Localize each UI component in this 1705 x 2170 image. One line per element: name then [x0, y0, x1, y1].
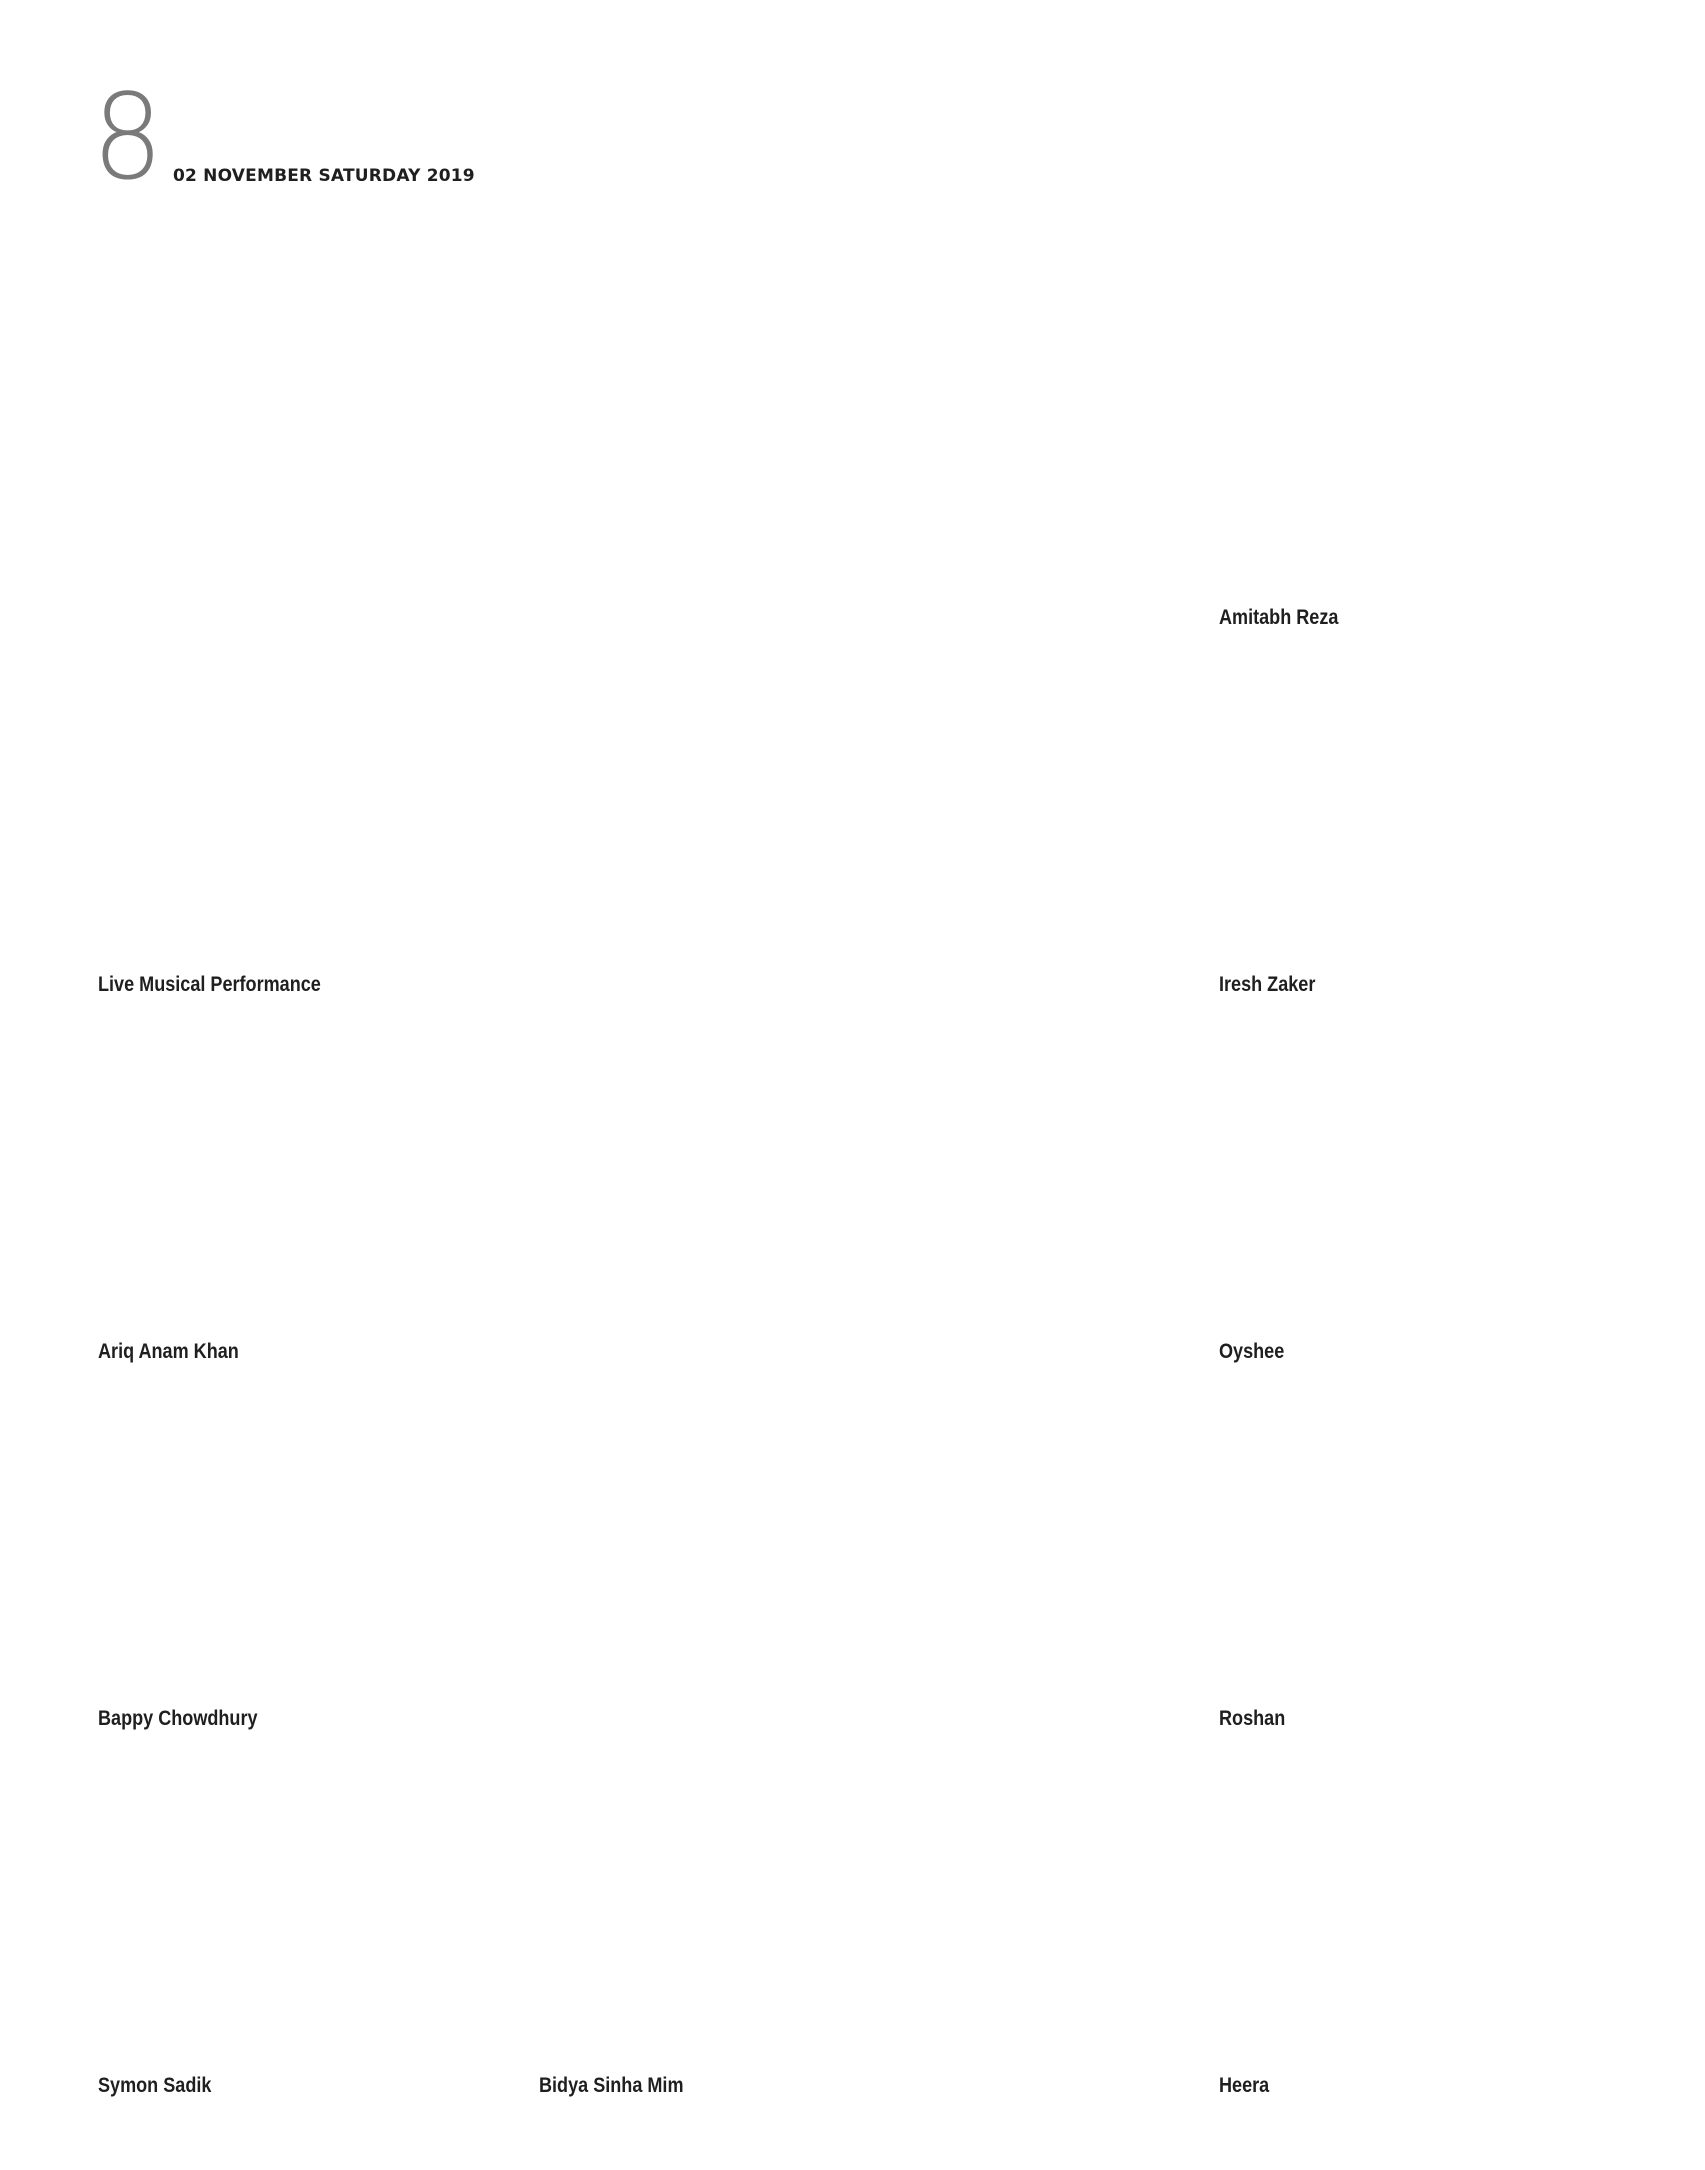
caption-bappy-chowdhury: Bappy Chowdhury [98, 1707, 258, 1730]
caption-oyshee: Oyshee [1219, 1340, 1285, 1363]
issue-date: 02 NOVEMBER SATURDAY 2019 [173, 166, 475, 186]
caption-symon-sadik: Symon Sadik [98, 2074, 212, 2097]
caption-roshan: Roshan [1219, 1707, 1286, 1730]
caption-bidya-sinha-mim: Bidya Sinha Mim [539, 2074, 684, 2097]
caption-ariq-anam-khan: Ariq Anam Khan [98, 1340, 239, 1363]
caption-live-musical-performance: Live Musical Performance [98, 973, 321, 996]
caption-amitabh-reza: Amitabh Reza [1219, 606, 1339, 629]
caption-iresh-zaker: Iresh Zaker [1219, 973, 1316, 996]
page-number: 8 [92, 68, 162, 206]
caption-heera: Heera [1219, 2074, 1270, 2097]
